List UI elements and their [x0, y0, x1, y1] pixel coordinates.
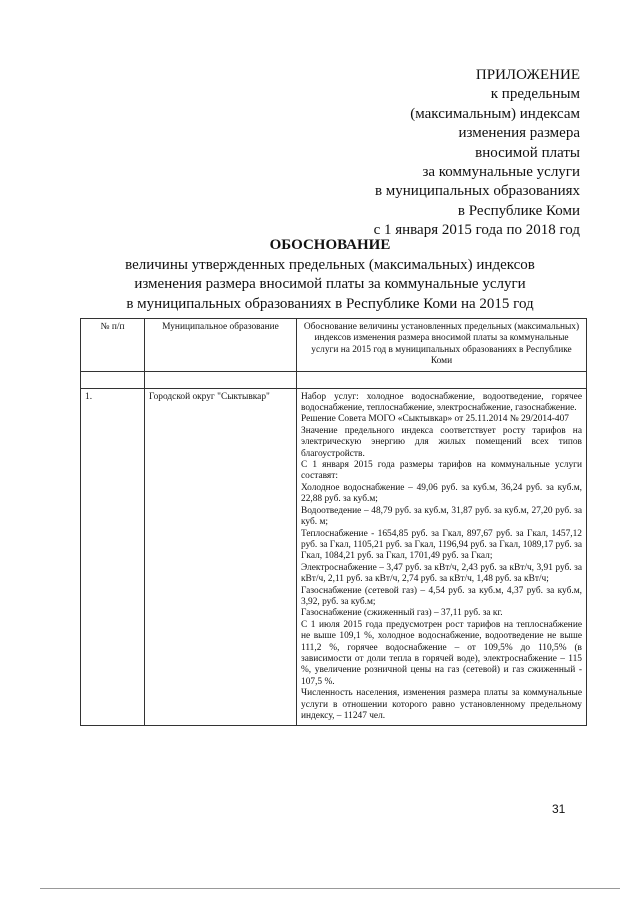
header-num: № п/п: [81, 319, 145, 372]
justification-table: [80, 318, 587, 726]
justification-paragraph: Электроснабжение – 3,47 руб. за кВт/ч, 2,43 руб. за кВт/ч, 3,91 руб. за кВт/ч, 2,11 руб. за кВт/ч, 2,74 руб. за кВт/ч, 1,48 руб. за кВт/ч;: [301, 562, 582, 585]
justification-paragraph: Теплоснабжение - 1654,85 руб. за Гкал, 897,67 руб. за Гкал, 1457,12 руб. за Гкал, 1105,21 руб. за Гкал, 1196,94 руб. за Гкал, 1089,17 руб. за Гкал, 1084,21 руб. за Гкал, 1701,49 руб. за Гкал;: [301, 528, 582, 562]
justification-paragraph: Газоснабжение (сетевой газ) – 4,54 руб. за куб.м, 4,37 руб. за куб.м, 3,92, руб. за куб.м;: [301, 585, 582, 607]
title-heading: ОБОСНОВАНИЕ: [269, 237, 391, 253]
title-line: изменения размера вносимой платы за коммунальные услуги: [134, 276, 526, 292]
appendix-line: изменения размера: [458, 125, 580, 142]
row-municipality: Городской округ "Сыктывкар": [145, 388, 297, 726]
table-row: [81, 388, 587, 726]
header-justification: Обоснование величины установленных предельных (максимальных) индексов изменения размера вносимой платы за коммунальные услуги на 2015 год в муниципальных образованиях в Республике Коми: [297, 319, 587, 372]
justification-paragraph: Численность населения, изменения размера платы за коммунальные услуги в отношении которого равно установленному предельному индексу, – 11247 чел.: [301, 688, 582, 721]
row-justification: [297, 388, 587, 726]
appendix-line: в Республике Коми: [457, 202, 580, 219]
justification-paragraph: С 1 июля 2015 года предусмотрен рост тарифов на теплоснабжение не выше 109,1 %, холодное водоснабжение, водоотведение не выше 111,2 %, горячее водоснабжение – от 109,5% до 110,5% (в зависимости от доли тепла в горячей воде), электроснабжение – 115 %, увеличение розничной цены на газ (сетевой) и газ сжиженный - 107,5 %.: [301, 619, 582, 687]
justification-paragraph: Значение предельного индекса соответствует росту тарифов на электрическую энергию для жилых помещений всех типов благоустройств.: [301, 425, 582, 459]
row-number: 1.: [81, 388, 145, 726]
appendix-line: за коммунальные услуги: [422, 164, 580, 181]
spacer-cell: [145, 371, 297, 388]
spacer-cell: [297, 371, 587, 388]
spacer-cell: [81, 371, 145, 388]
appendix-block: [374, 66, 580, 241]
appendix-line: к предельным: [490, 86, 580, 103]
page-number: 31: [552, 802, 566, 816]
document-title: [60, 236, 600, 314]
justification-paragraph: Решение Совета МОГО «Сыктывкар» от 25.11.2014 № 29/2014-407: [301, 414, 569, 425]
table-header-row: [81, 319, 587, 372]
justification-paragraph: Газоснабжение (сжиженный газ) – 37,11 руб. за кг.: [301, 608, 503, 619]
title-line: величины утвержденных предельных (максимальных) индексов: [125, 256, 535, 273]
appendix-line: в муниципальных образованиях: [374, 183, 580, 200]
title-line: в муниципальных образованиях в Республике Коми на 2015 год: [126, 295, 534, 312]
appendix-line: ПРИЛОЖЕНИЕ: [475, 67, 580, 83]
justification-paragraph: Набор услуг: холодное водоснабжение, водоотведение, горячее водоснабжение, теплоснабжение, электроснабжение, газоснабжение.: [301, 391, 582, 414]
appendix-line: вносимой платы: [475, 144, 580, 161]
bottom-divider: [40, 888, 620, 889]
appendix-line: (максимальным) индексам: [410, 105, 580, 122]
justification-paragraph: С 1 января 2015 года размеры тарифов на коммунальные услуги составят:: [301, 460, 582, 482]
header-municipality: Муниципальное образование: [145, 319, 297, 372]
justification-paragraph: Водоотведение – 48,79 руб. за куб.м, 31,87 руб. за куб.м, 27,20 руб. за куб. м;: [301, 505, 582, 528]
justification-paragraph: Холодное водоснабжение – 49,06 руб. за куб.м, 36,24 руб. за куб.м, 22,88 руб. за куб.м;: [301, 482, 582, 505]
appendix-line: с 1 января 2015 года по 2018 год: [373, 222, 580, 239]
table-row: [81, 371, 587, 388]
